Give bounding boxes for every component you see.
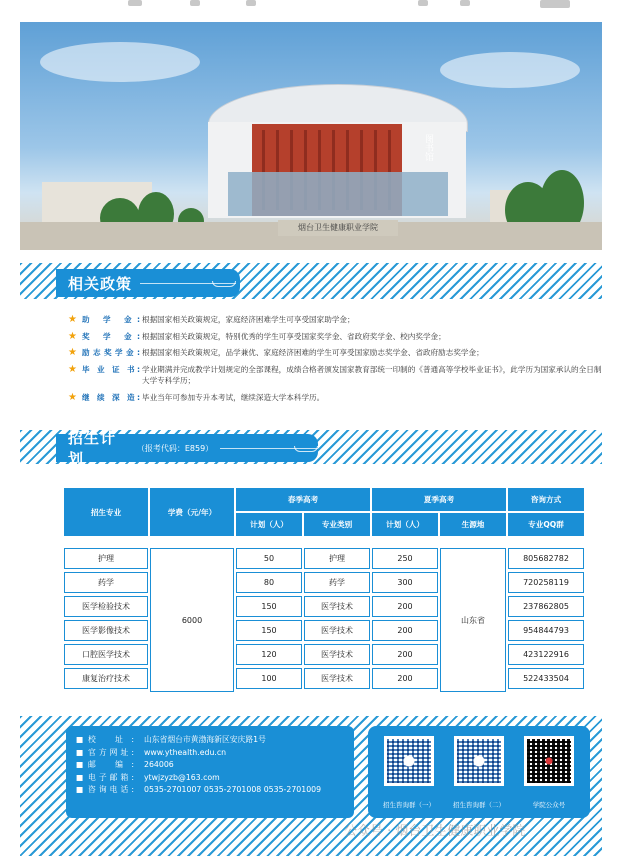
- postcode: 264006: [144, 760, 174, 769]
- contact-row: [76, 784, 344, 797]
- policy-text: 根据国家相关政策规定，品学兼优、家庭经济困难的学生可享受国家励志奖学金、省政府励志奖学金；: [142, 348, 484, 357]
- qr-label: 招生咨询群（二）: [453, 801, 505, 809]
- policy-label: 助 学 金:: [82, 315, 140, 324]
- watermark: 公众号 · 烟台卫生健康职业学院: [344, 824, 526, 839]
- header-source: 生源地: [440, 513, 506, 536]
- contact-label: 邮 编:: [88, 760, 134, 769]
- cell-summer-plan: 200: [372, 620, 438, 641]
- cell-qq: 954844793: [508, 620, 584, 641]
- contact-label: 咨询电话:: [88, 785, 134, 794]
- bullet-icon: ■: [76, 760, 84, 769]
- star-icon: ★: [68, 314, 77, 325]
- title-decoration: [220, 448, 318, 449]
- policy-text: 学业期满并完成教学计划规定的全部课程，成绩合格者颁发国家教育部统一印制的《普通高等学校毕业证书》，此学历为国家承认的全日制大学专科学历；: [142, 364, 602, 385]
- bullet-icon: ■: [76, 735, 84, 744]
- contact-box: [66, 726, 354, 818]
- cell-category: 护理: [304, 548, 370, 569]
- header-consult: 咨询方式: [508, 488, 584, 511]
- cell-summer-plan: 200: [372, 596, 438, 617]
- contact-row: [76, 759, 344, 772]
- policy-label: 励志奖学金:: [82, 348, 140, 357]
- policy-item: [68, 364, 608, 387]
- cell-spring-plan: 150: [236, 596, 302, 617]
- policy-title-tab: [56, 269, 240, 297]
- toolbar-icon: [246, 0, 256, 6]
- contact-row: [76, 772, 344, 785]
- cell-summer-plan: 250: [372, 548, 438, 569]
- cell-summer-plan: 200: [372, 668, 438, 689]
- cell-category: 医学技术: [304, 620, 370, 641]
- policy-item: [68, 392, 608, 404]
- building-sign: 图书馆: [423, 134, 433, 161]
- contact-row: [76, 734, 344, 747]
- contact-row: [76, 747, 344, 760]
- cell-spring-plan: 80: [236, 572, 302, 593]
- campus-photo: [20, 22, 602, 250]
- bullet-icon: ■: [76, 772, 84, 782]
- phone-numbers: 0535-2701007 0535-2701008 0535-2701009: [144, 785, 322, 794]
- title-decoration: [140, 283, 236, 284]
- plaza-sign: 烟台卫生健康职业学院: [278, 220, 398, 236]
- cell-major: 康复治疗技术: [64, 668, 148, 689]
- cell-category: 医学技术: [304, 596, 370, 617]
- website-link[interactable]: www.ythealth.edu.cn: [144, 747, 227, 757]
- top-bar: [0, 0, 636, 14]
- star-icon: ★: [68, 391, 77, 403]
- toolbar-icon: [190, 0, 200, 6]
- email-link[interactable]: ytwjzyzb@163.com: [144, 772, 220, 782]
- cell-summer-plan: 200: [372, 644, 438, 665]
- header-category: 专业类别: [304, 513, 370, 536]
- cell-major: 药学: [64, 572, 148, 593]
- policy-item: [68, 347, 608, 359]
- policy-item: [68, 314, 608, 326]
- header-spring: 春季高考: [236, 488, 370, 511]
- header-major: 招生专业: [64, 488, 148, 536]
- enroll-title-tab: [56, 429, 318, 468]
- cell-category: 医学技术: [304, 644, 370, 665]
- toolbar-icon: [128, 0, 142, 6]
- cell-qq: 805682782: [508, 548, 584, 569]
- contact-label: 官方网址:: [88, 747, 134, 757]
- fee-cell: 6000: [150, 548, 234, 692]
- cell-summer-plan: 300: [372, 572, 438, 593]
- cell-major: 口腔医学技术: [64, 644, 148, 665]
- cell-major: 医学影像技术: [64, 620, 148, 641]
- bullet-icon: ■: [76, 785, 84, 794]
- header-summer-plan: 计划（人）: [372, 513, 438, 536]
- policy-label: 毕 业 证 书:: [82, 364, 140, 374]
- policy-text: 根据国家相关政策规定，特别优秀的学生可享受国家奖学金、省政府奖学金、校内奖学金；: [142, 331, 446, 341]
- qr-label: 学院公众号: [532, 801, 566, 809]
- policy-label: 继 续 深 造:: [82, 392, 140, 402]
- cell-qq: 423122916: [508, 644, 584, 665]
- qr-code-icon[interactable]: [524, 736, 574, 786]
- cell-qq: 522433504: [508, 668, 584, 689]
- toolbar-icon: [460, 0, 470, 6]
- cell-qq: 720258119: [508, 572, 584, 593]
- header-qq: 专业QQ群: [508, 513, 584, 536]
- qr-code-icon[interactable]: [384, 736, 434, 786]
- cell-spring-plan: 120: [236, 644, 302, 665]
- cell-major: 护理: [64, 548, 148, 569]
- policy-item: [68, 331, 608, 343]
- toolbar-icon: [540, 0, 570, 8]
- cell-category: 药学: [304, 572, 370, 593]
- star-icon: ★: [68, 363, 77, 375]
- glass-ground-floor: [228, 172, 448, 216]
- qr-code-icon[interactable]: [454, 736, 504, 786]
- cell-qq: 237862805: [508, 596, 584, 617]
- cell-spring-plan: 150: [236, 620, 302, 641]
- bullet-icon: ■: [76, 747, 84, 757]
- policy-text: 根据国家相关政策规定，家庭经济困难学生可享受国家助学金；: [142, 315, 355, 324]
- qr-code-panel: [368, 726, 590, 818]
- enroll-code: （报考代码：E859）: [136, 443, 214, 453]
- header-spring-plan: 计划（人）: [236, 513, 302, 536]
- policy-list: [68, 314, 608, 408]
- contact-label: 校 址:: [88, 735, 134, 744]
- enroll-title: 招生计划: [68, 429, 117, 468]
- star-icon: ★: [68, 347, 77, 358]
- cell-major: 医学检验技术: [64, 596, 148, 617]
- cell-spring-plan: 100: [236, 668, 302, 689]
- header-summer: 夏季高考: [372, 488, 506, 511]
- contact-label: 电子邮箱:: [88, 772, 134, 782]
- source-cell: 山东省: [440, 548, 506, 692]
- policy-title: 相关政策: [68, 274, 133, 293]
- cell-category: 医学技术: [304, 668, 370, 689]
- qr-label: 招生咨询群（一）: [383, 801, 435, 809]
- policy-text: 毕业当年可参加专升本考试，继续深造大学本科学历。: [142, 392, 325, 402]
- star-icon: ★: [68, 330, 77, 342]
- header-fee: 学费（元/年）: [150, 488, 234, 536]
- toolbar-icon: [418, 0, 428, 6]
- contact-address: 山东省烟台市黄渤海新区安庆路1号: [144, 735, 266, 744]
- policy-label: 奖 学 金:: [82, 331, 140, 341]
- cell-spring-plan: 50: [236, 548, 302, 569]
